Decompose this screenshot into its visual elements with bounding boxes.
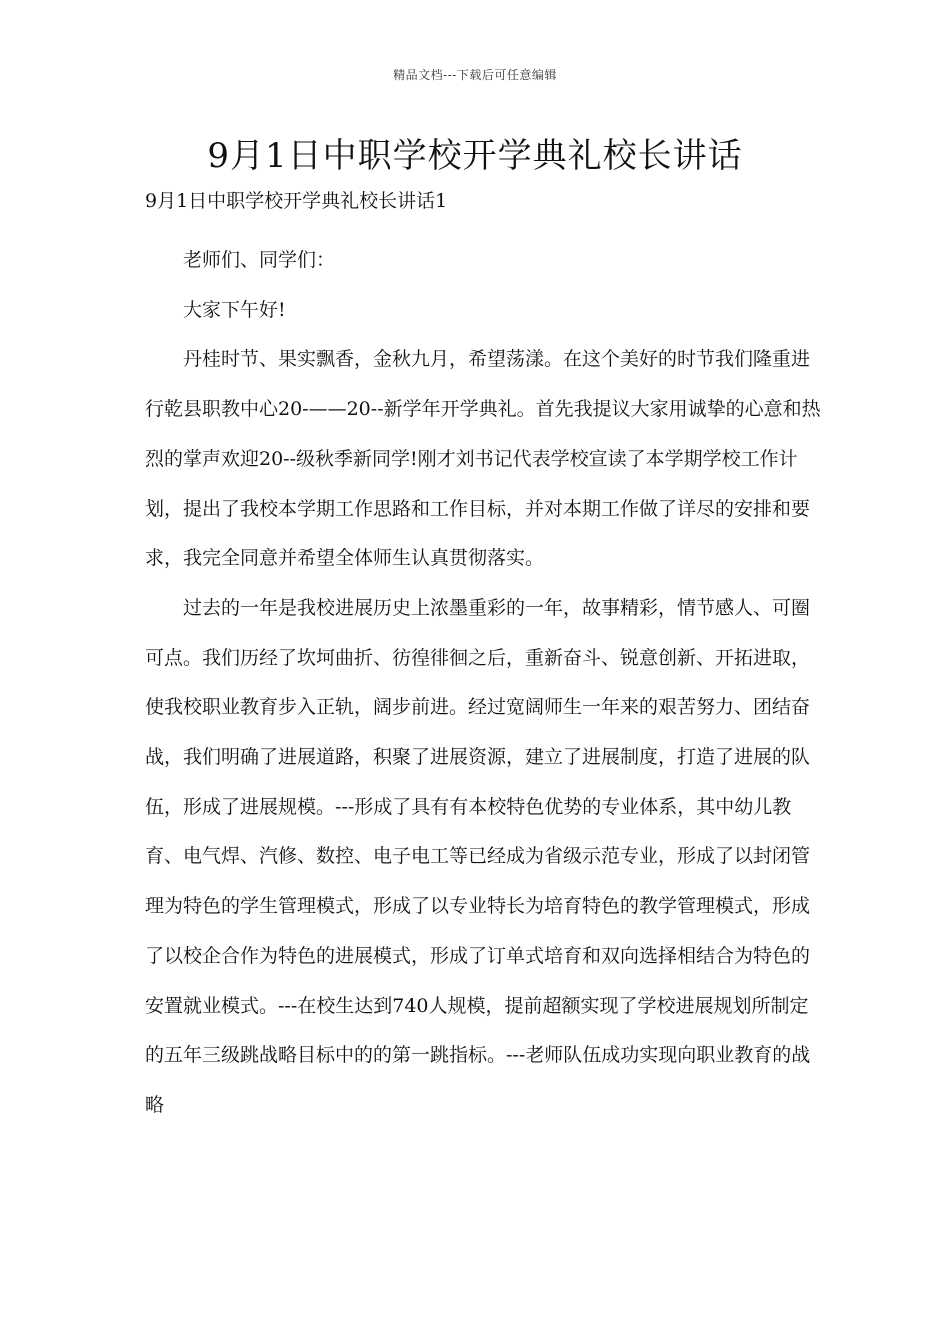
greeting-paragraph: 老师们、同学们： bbox=[183, 249, 336, 271]
body-paragraph: 过去的一年是我校进展历史上浓墨重彩的一年，故事精彩，情节感人、可圈可点。我们历经了坎坷曲折、彷徨徘徊之后，重新奋斗、锐意创新、开拓进取，使我校职业教育步入正轨，阔步前进。经过宽阔师生一年来的艰苦努力、团结奋战，我们明确了进展道路，积聚了进展资源，建立了进展制度，打造了进展的队伍，形成了进展规模。---形成了具有有本校特色优势的专业体系，其中幼儿教育、电气焊、汽修、数控、电子电工等已经成为省级示范专业，形成了以封闭管理为特色的学生管理模式，形成了以专业特长为培育特色的教学管理模式，形成了以校企合作为特色的进展模式，形成了订单式培育和双向选择相结合为特色的安置就业模式。---在校生达到740人规模，提前超额实现了学校进展规划所制定的五年三级跳战略目标中的的第一跳指标。---老师队伍成功实现向职业教育的战略 bbox=[145, 596, 811, 1116]
body-paragraph: 丹桂时节、果实飘香，金秋九月，希望荡漾。在这个美好的时节我们隆重进行乾县职教中心20-——20--新学年开学典礼。首先我提议大家用诚挚的心意和热烈的掌声欢迎20--级秋季新同学!刚才刘书记代表学校宣读了本学期学校工作计划，提出了我校本学期工作思路和工作目标，并对本期工作做了详尽的安排和要求，我完全同意并希望全体师生认真贯彻落实。 bbox=[145, 348, 821, 570]
document-title: 9月1日中职学校开学典礼校长讲话 bbox=[207, 136, 743, 176]
salutation-paragraph: 大家下午好! bbox=[183, 298, 286, 321]
header-note: 精品文档---下载后可任意编辑 bbox=[393, 68, 557, 82]
document-body bbox=[145, 236, 825, 1131]
document-subtitle: 9月1日中职学校开学典礼校长讲话1 bbox=[145, 190, 448, 212]
